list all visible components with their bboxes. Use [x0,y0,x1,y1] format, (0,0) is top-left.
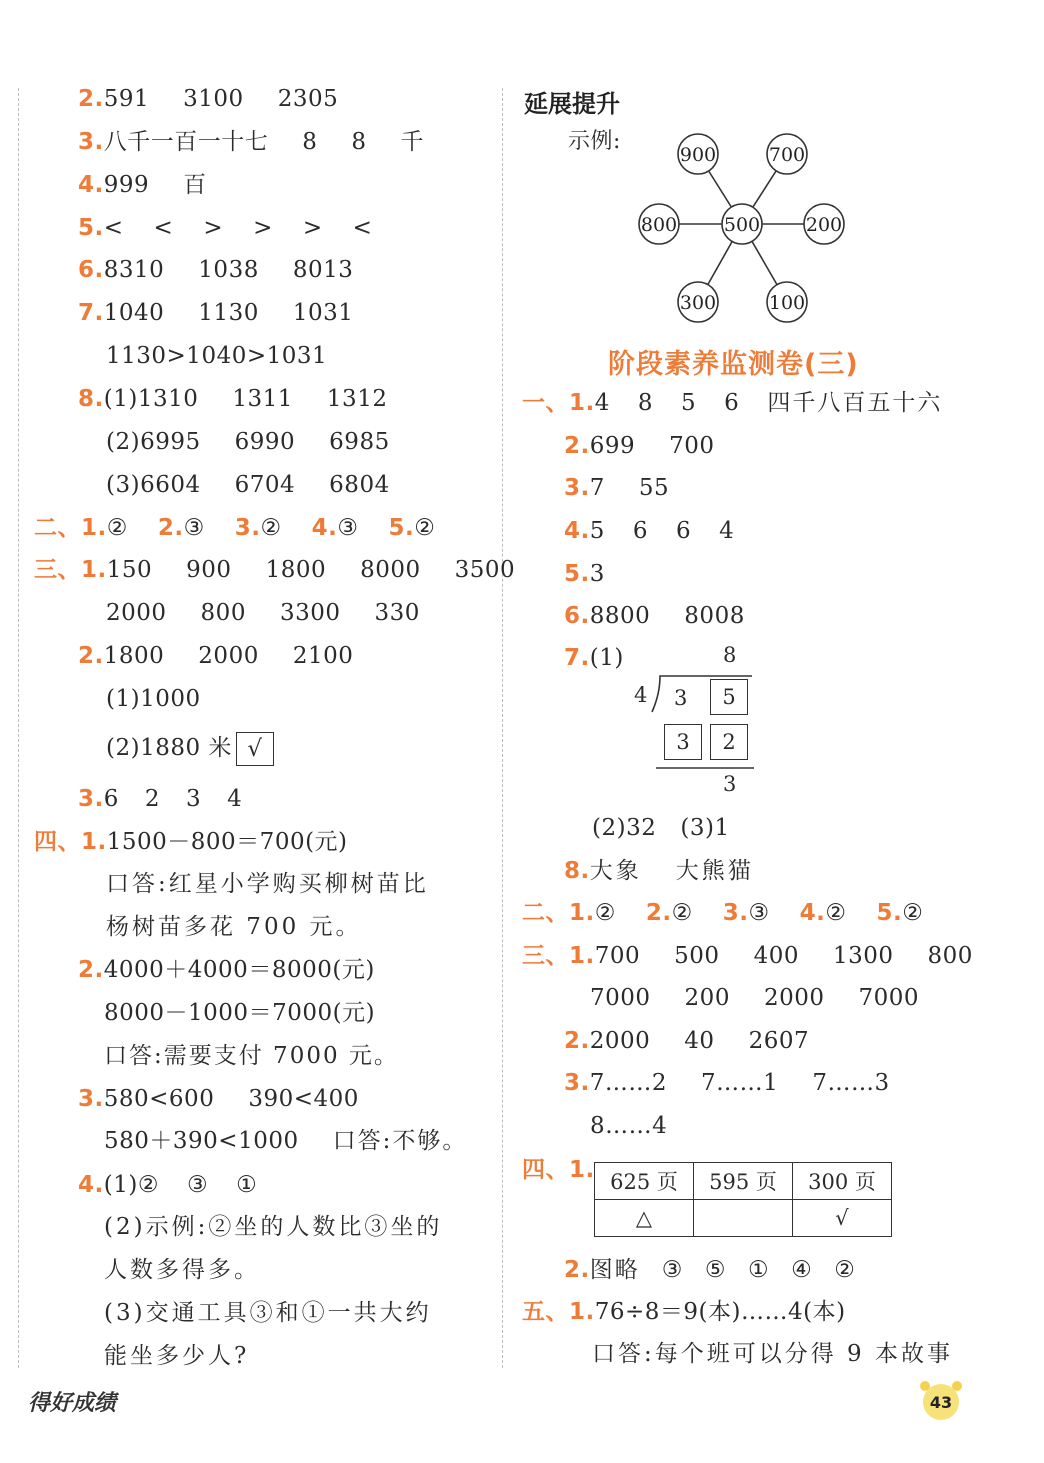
left-s4-q4-l1: 4.(1)② ③ ① [78,1172,258,1198]
right-s1-q7-l2: (2)32 (3)1 [592,815,730,841]
left-s4-q3-l2: 580＋390<1000 口答:不够。 [104,1128,468,1154]
left-s4-q4-l3: 人数多得多。 [104,1257,260,1283]
left-s3-q3: 3.6 2 3 4 [78,786,243,812]
left-q8-l2: (2)6995 6990 6985 [106,429,390,455]
node-value: 800 [640,214,678,236]
right-s1-q1: 一、1.4 8 5 6 四千八百五十六 [522,389,943,416]
left-q5: 5.< < > > > < [78,215,373,241]
left-s3-q1-l1: 三、1.150 900 1800 8000 3500 [34,556,516,583]
left-s4-q2-eq2: 8000－1000＝7000(元) [104,1000,376,1026]
right-s1-q4: 4.5 6 6 4 [564,518,735,544]
check-box: √ [236,732,274,766]
left-q6: 6.8310 1038 8013 [78,257,354,283]
node-value: 200 [805,214,843,236]
right-s3-q1-l1: 三、1.700 500 400 1300 800 [522,942,973,969]
extension-heading: 延展提升 [524,90,620,118]
dividend-b-box: 5 [710,679,748,715]
table-cell: √ [793,1200,892,1237]
right-s1-q6: 6.8800 8008 [564,603,745,629]
number-star-diagram [630,128,855,324]
section-title: 阶段素养监测卷(三) [608,349,859,380]
table-row [595,1163,892,1200]
left-s4-q4-l4: (3)交通工具③和①一共大约 [104,1300,432,1326]
dividend-a: 3 [674,686,688,710]
left-margin-rule [18,88,19,1368]
left-q8-l1: 8.(1)1310 1311 1312 [78,386,388,412]
right-s5-q1: 五、1.76÷8＝9(本)……4(本) [522,1298,846,1325]
table-cell: 625 页 [595,1163,694,1200]
column-divider [502,88,503,1368]
node-value: 100 [768,292,806,314]
right-s1-q7-label: 7.(1) [564,645,624,671]
left-q2: 2.591 3100 2305 [78,86,339,112]
divisor: 4 [634,683,648,707]
left-q3: 3.八千一百一十七 8 8 千 [78,129,425,155]
table-cell: △ [595,1200,694,1237]
page-number-badge [917,1378,965,1422]
node-value: 300 [679,292,717,314]
example-label: 示例: [568,129,621,154]
table-row [595,1200,892,1237]
right-s1-q5: 5.3 [564,561,605,587]
left-q8-l3: (3)6604 6704 6804 [106,472,390,498]
left-s4-q4-l5: 能坐多少人? [104,1343,250,1369]
right-s4-q2: 2.图略 ③ ⑤ ① ④ ② [564,1257,856,1283]
right-s1-q3: 3.7 55 [564,475,670,501]
quotient: 8 [723,643,737,667]
footer-brand: 得好成绩 [28,1390,117,1416]
product-b-box: 2 [710,724,748,760]
right-s1-q8: 8.大象 大熊猫 [564,858,754,884]
left-s3-q1-l2: 2000 800 3300 330 [106,600,420,626]
left-s3-q2: 2.1800 2000 2100 [78,643,354,669]
right-s5-ans: 口答:每个班可以分得 9 本故事 [592,1341,954,1367]
right-s1-q2: 2.699 700 [564,433,715,459]
page-number: 43 [929,1393,953,1412]
right-s3-q3-l1: 3.7……2 7……1 7……3 [564,1070,890,1096]
node-value: 700 [768,144,806,166]
right-section-2: 二、1.② 2.② 3.③ 4.② 5.② [522,899,924,926]
left-q7: 7.1040 1130 1031 [78,300,354,326]
left-s4-q1-ans1: 口答:红星小学购买柳树苗比 [106,871,429,897]
left-s4-q2-ans: 口答:需要支付 7000 元。 [104,1043,399,1069]
left-s4-q1-eq: 四、1.1500－800＝700(元) [34,828,348,855]
left-s4-q3-l1: 3.580<600 390<400 [78,1086,359,1112]
right-s4-label: 四、1. [522,1156,595,1183]
table-cell: 595 页 [694,1163,793,1200]
left-s4-q2-eq1: 2.4000＋4000＝8000(元) [78,957,375,983]
right-s3-q2: 2.2000 40 2607 [564,1028,810,1054]
pages-table [594,1162,892,1237]
product-a-box: 3 [664,724,702,760]
left-s3-q2a: (1)1000 [106,686,201,712]
node-value: 900 [679,144,717,166]
table-cell [694,1200,793,1237]
left-q7-line2: 1130>1040>1031 [106,343,328,369]
right-s3-q1-l2: 7000 200 2000 7000 [590,985,920,1011]
left-s4-q1-ans2: 杨树苗多花 700 元。 [106,914,362,940]
left-s4-q4-l2: (2)示例:②坐的人数比③坐的 [104,1214,443,1240]
left-q4: 4.999 百 [78,172,207,198]
table-cell: 300 页 [793,1163,892,1200]
right-s3-q3-l2: 8……4 [590,1113,668,1139]
left-section-2: 二、1.② 2.③ 3.② 4.③ 5.② [34,514,436,541]
center-value: 500 [723,214,761,236]
remainder: 3 [723,772,737,796]
left-s3-q2b: (2)1880 米 √ [106,728,274,768]
